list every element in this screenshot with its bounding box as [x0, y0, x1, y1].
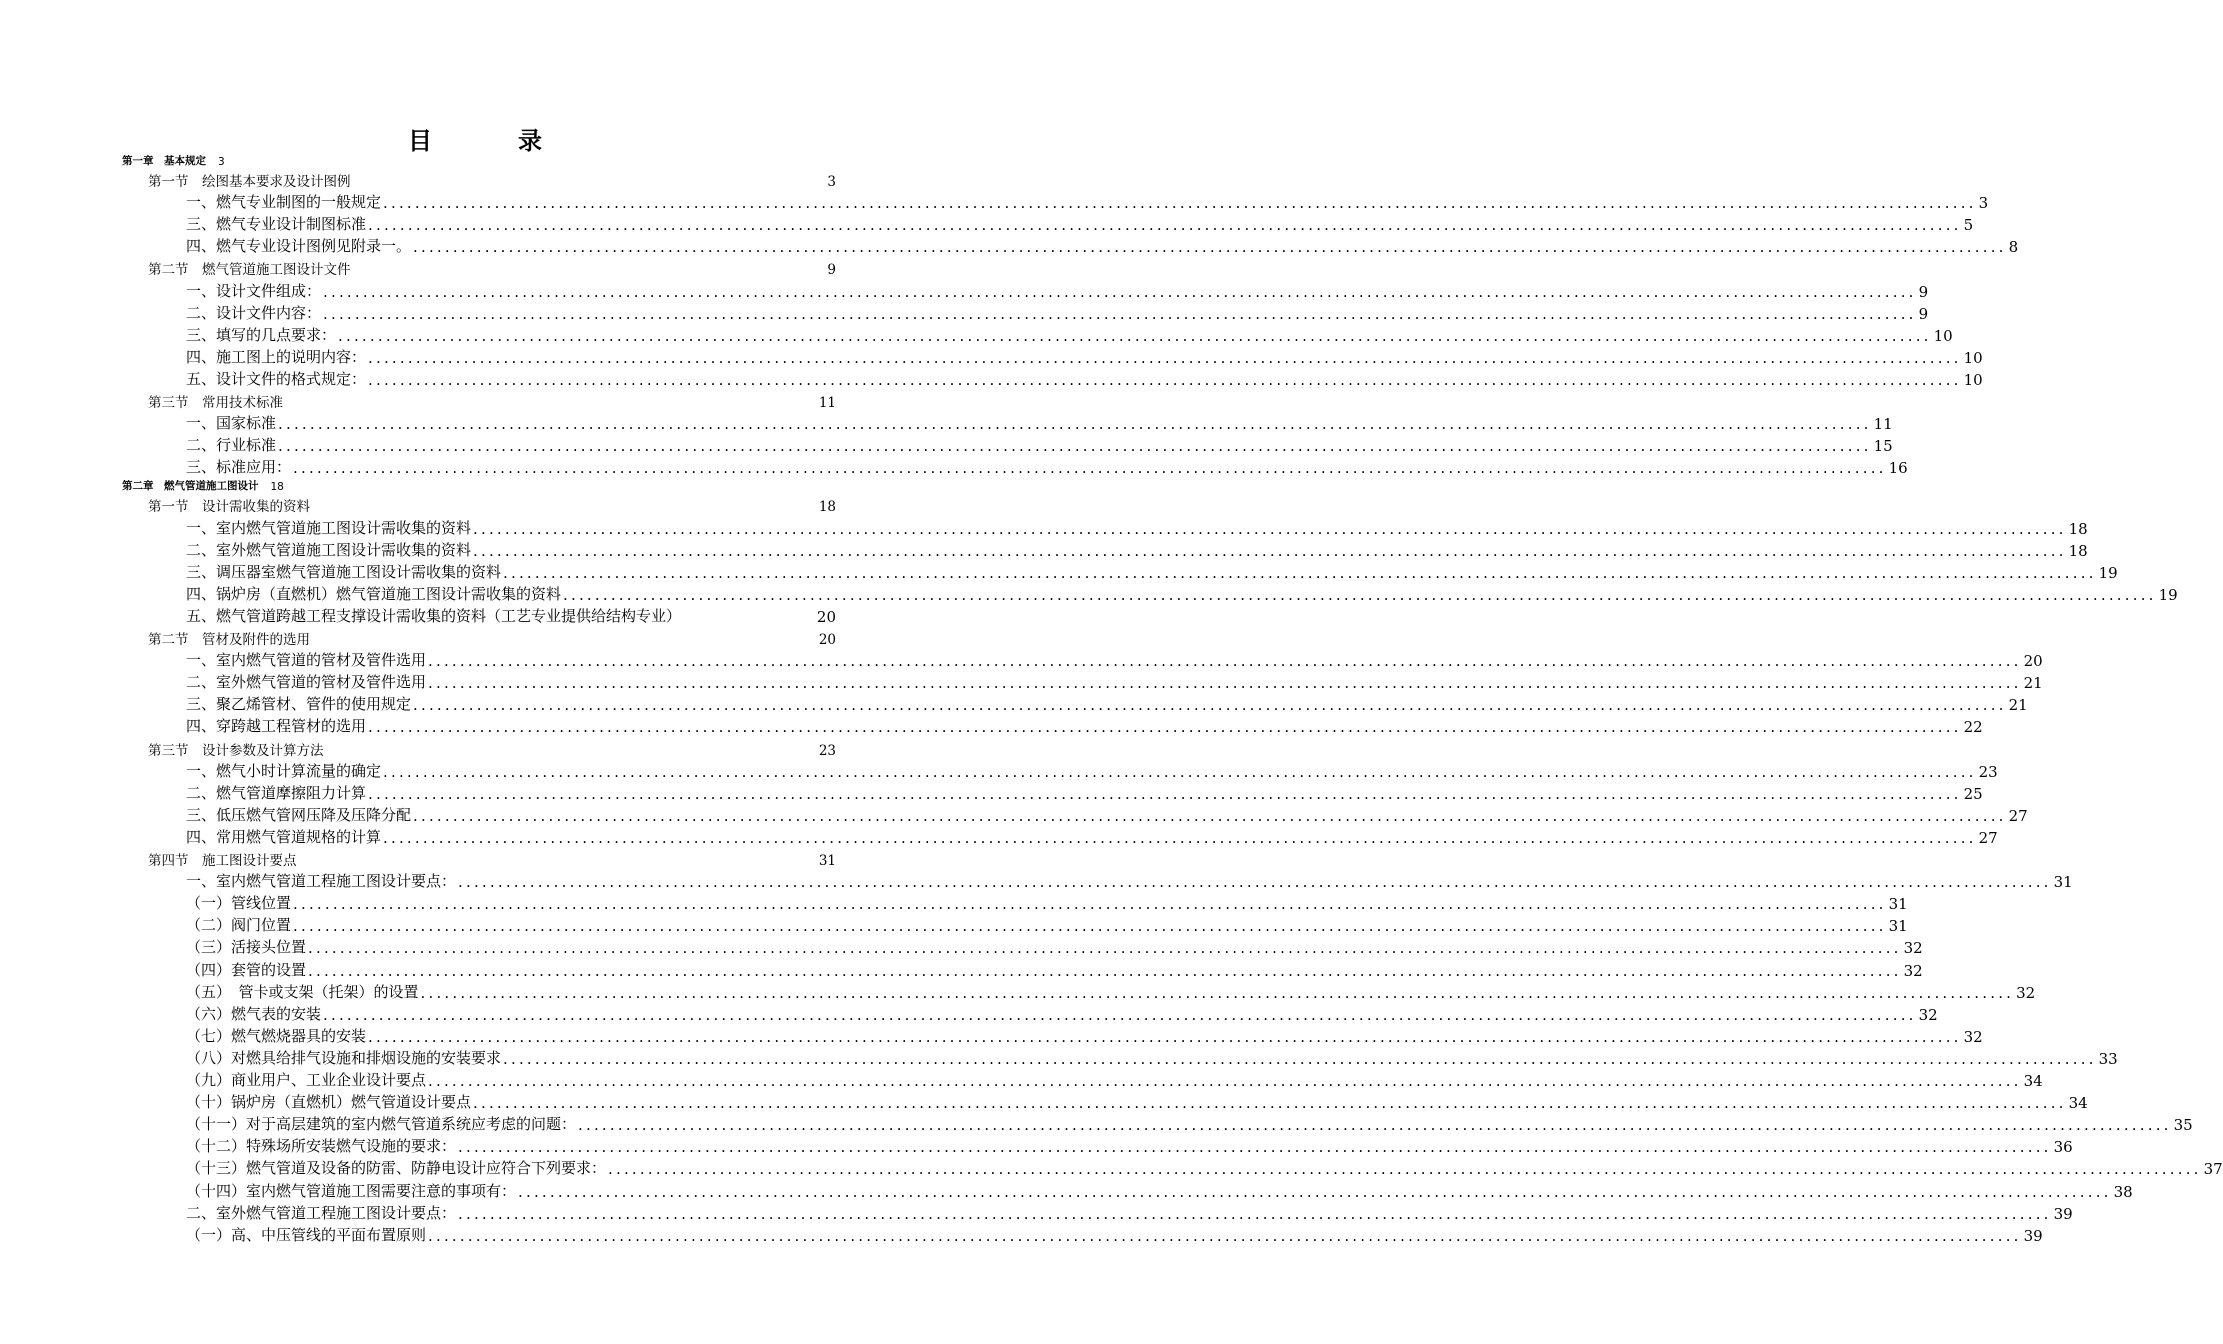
- toc-entry-label: （三）活接头位置: [186, 938, 307, 957]
- toc-entry[interactable]: [186, 1046, 2118, 1068]
- toc-entry-label: 一、室内燃气管道施工图设计需收集的资料: [186, 518, 472, 537]
- toc-section[interactable]: [148, 626, 836, 648]
- dot-leader: ........................................................................................................................................................................................................: [278, 415, 1872, 434]
- toc-entry[interactable]: [186, 980, 2036, 1002]
- toc-page-number: 31: [818, 853, 836, 870]
- toc-page-number: 31: [1888, 895, 1908, 914]
- dot-leader: ........................................................................................................................................................................................................: [413, 238, 2007, 257]
- toc-entry[interactable]: [186, 692, 2028, 715]
- toc-page-number: 18: [818, 499, 836, 516]
- toc-entry[interactable]: [186, 345, 1983, 367]
- toc-entry-label: 第三节 常用技术标准: [148, 395, 283, 412]
- toc-entry-label: （四）套管的设置: [186, 960, 307, 979]
- toc-entry[interactable]: [186, 582, 2178, 604]
- toc-entry[interactable]: [186, 1112, 2193, 1135]
- toc-page-number: 27: [2008, 806, 2028, 825]
- toc-page-number: 38: [2113, 1182, 2133, 1201]
- toc-entry[interactable]: [186, 455, 1908, 478]
- dot-leader: ........................................................................................................................................................................................................: [383, 828, 1977, 847]
- dot-leader: ........................................................................................................................................................................................................: [518, 1182, 2112, 1201]
- toc-page-number: 15: [1873, 437, 1893, 456]
- dot-leader: ........................................................................................................................................................................................................: [383, 762, 1977, 781]
- toc-entry-label: 四、燃气专业设计图例见附录一。: [186, 237, 412, 256]
- toc-page-number: 39: [2053, 1204, 2073, 1223]
- toc-page-number: 36: [2053, 1138, 2073, 1157]
- toc-page-number: 32: [1963, 1027, 1983, 1046]
- toc-entry-label: 三、标准应用：: [186, 458, 292, 477]
- toc-section[interactable]: [148, 256, 836, 278]
- toc-page-number: 21: [2023, 674, 2043, 693]
- toc-page-number: 34: [2068, 1094, 2088, 1113]
- toc-entry-label: 五、设计文件的格式规定：: [186, 369, 367, 388]
- toc-entry[interactable]: [186, 367, 1983, 389]
- toc-page-number: 33: [2098, 1049, 2118, 1068]
- toc-entry[interactable]: [186, 538, 2088, 560]
- dot-leader: ........................................................................................................................................................................................................: [383, 194, 1977, 213]
- toc-entry-label: 三、填写的几点要求：: [186, 325, 337, 344]
- dot-leader: ........................................................................................................................................................................................................: [293, 917, 1887, 936]
- dot-leader: ........................................................................................................................................................................................................: [368, 784, 1962, 803]
- toc-page-number: 5: [1963, 216, 1974, 235]
- toc-entry-label: 二、设计文件内容：: [186, 303, 322, 322]
- toc-entry-label: 三、燃气专业设计制图标准: [186, 215, 367, 234]
- toc-page-number: 32: [1903, 939, 1923, 958]
- toc-page-number: 37: [2203, 1160, 2223, 1179]
- toc-entry[interactable]: [186, 190, 1989, 213]
- dot-leader: ........................................................................................................................................................................................................: [473, 519, 2067, 538]
- toc-entry[interactable]: [186, 1024, 1983, 1046]
- dot-leader: ........................................................................................................................................................................................................: [428, 652, 2022, 671]
- toc-entry[interactable]: [186, 803, 2028, 825]
- toc-entry-label: 第四节 施工图设计要点: [148, 853, 297, 870]
- toc-entry-label: 一、室内燃气管道工程施工图设计要点：: [186, 872, 457, 891]
- toc-entry[interactable]: [186, 234, 2019, 257]
- dot-leader: ........................................................................................................................................................................................................: [308, 939, 1902, 958]
- dot-leader: ........................................................................................................................................................................................................: [428, 1072, 2022, 1091]
- title-char-1: 目: [408, 126, 432, 155]
- toc-entry-label: 一、国家标准: [186, 414, 277, 433]
- toc-section[interactable]: [148, 847, 836, 869]
- toc-page-number: 21: [2008, 696, 2028, 715]
- toc-entry-label: （七）燃气燃烧器具的安装: [186, 1026, 367, 1045]
- toc-entry-label: 第三节 设计参数及计算方法: [148, 742, 324, 759]
- dot-leader: ........................................................................................................................................................................................................: [428, 1226, 2022, 1245]
- toc-entry-label: 四、常用燃气管道规格的计算: [186, 827, 382, 846]
- toc-entry-label: 一、室内燃气管道的管材及管件选用: [186, 651, 427, 670]
- toc-page-number: 9: [1918, 304, 1929, 323]
- toc-entry-label: （八）对燃具给排气设施和排烟设施的安装要求: [186, 1048, 502, 1067]
- toc-entry-label: 一、燃气专业制图的一般规定: [186, 193, 382, 212]
- toc-entry-label: （十一）对于高层建筑的室内燃气管道系统应考虑的问题：: [186, 1115, 577, 1134]
- toc-entry[interactable]: [186, 323, 1953, 345]
- toc-page-number: 16: [1888, 459, 1908, 478]
- toc-entry-label: 一、燃气小时计算流量的确定: [186, 761, 382, 780]
- toc-page-number: 35: [2173, 1116, 2193, 1135]
- toc-entry[interactable]: [186, 958, 1923, 980]
- toc-entry-label: 三、聚乙烯管材、管件的使用规定: [186, 695, 412, 714]
- toc-entry[interactable]: [186, 1223, 2043, 1245]
- dot-leader: ........................................................................................................................................................................................................: [323, 304, 1917, 323]
- dot-leader: ........................................................................................................................................................................................................: [323, 282, 1917, 301]
- toc-page-number: 23: [818, 742, 836, 759]
- toc-page-number: 20: [2023, 652, 2043, 671]
- toc-page-number: 10: [1933, 326, 1953, 345]
- toc-entry-label: （一）管线位置: [186, 894, 292, 913]
- toc-page-number: 25: [1963, 784, 1983, 803]
- toc-page-number: 18: [2068, 519, 2088, 538]
- toc-entry-label: 三、调压器室燃气管道施工图设计需收集的资料: [186, 562, 502, 581]
- dot-leader: ........................................................................................................................................................................................................: [323, 1005, 1917, 1024]
- toc-entry-label: 二、燃气管道摩擦阻力计算: [186, 783, 367, 802]
- toc-entry[interactable]: [186, 1090, 2088, 1113]
- toc-entry[interactable]: [186, 1201, 2073, 1223]
- toc-page-number: 19: [2098, 563, 2118, 582]
- toc-page-number: 8: [2008, 238, 2019, 257]
- dot-leader: ........................................................................................................................................................................................................: [473, 1094, 2067, 1113]
- toc-entry-label: （十二）特殊场所安装燃气设施的要求：: [186, 1137, 457, 1156]
- toc-page-number: 31: [2053, 873, 2073, 892]
- dot-leader: ........................................................................................................................................................................................................: [368, 370, 1962, 389]
- dot-leader: ........................................................................................................................................................................................................: [368, 1027, 1962, 1046]
- toc-entry-label: 四、锅炉房（直燃机）燃气管道施工图设计需收集的资料: [186, 584, 562, 603]
- toc-page-number: 39: [2023, 1226, 2043, 1245]
- toc-entry-label: （十三）燃气管道及设备的防雷、防静电设计应符合下列要求：: [186, 1159, 607, 1178]
- toc-page-number: 19: [2158, 585, 2178, 604]
- toc-page-number: 18: [2068, 541, 2088, 560]
- dot-leader: ........................................................................................................................................................................................................: [338, 326, 1932, 345]
- toc-page-number: 34: [2023, 1072, 2043, 1091]
- dot-leader: ........................................................................................................................................................................................................: [503, 563, 2097, 582]
- toc-entry-label: 第二节 燃气管道施工图设计文件: [148, 262, 351, 279]
- toc-entry-label: （九）商业用户、工业企业设计要点: [186, 1071, 427, 1090]
- dot-leader: ........................................................................................................................................................................................................: [368, 348, 1962, 367]
- toc-entry[interactable]: [186, 1068, 2043, 1091]
- toc-entry-label: （二）阀门位置: [186, 916, 292, 935]
- toc-page-number: 27: [1978, 828, 1998, 847]
- toc-entry[interactable]: [186, 935, 1923, 958]
- dot-leader: ........................................................................................................................................................................................................: [293, 459, 1887, 478]
- toc-page-number: 22: [1963, 718, 1983, 737]
- toc-section[interactable]: [148, 389, 836, 411]
- toc-entry-label: 第二节 管材及附件的选用: [148, 632, 310, 649]
- dot-leader: ........................................................................................................................................................................................................: [458, 1138, 2052, 1157]
- toc-entry[interactable]: [186, 1002, 1938, 1024]
- toc-entry[interactable]: [186, 560, 2118, 582]
- toc-entry-label: 五、燃气管道跨越工程支撑设计需收集的资料（工艺专业提供给结构专业）: [186, 606, 682, 625]
- toc-entry-label: 第一章 基本规定: [122, 155, 206, 167]
- dot-leader: ........................................................................................................................................................................................................: [608, 1160, 2202, 1179]
- toc-entry-label: 二、行业标准: [186, 436, 277, 455]
- toc-page-number: 23: [1978, 762, 1998, 781]
- toc-entry[interactable]: [186, 279, 1929, 301]
- toc-entry[interactable]: [186, 1156, 2223, 1179]
- toc-entry[interactable]: [186, 869, 2073, 892]
- dot-leader: ........................................................................................................................................................................................................: [308, 961, 1902, 980]
- toc-entry[interactable]: [186, 648, 2043, 671]
- toc-entry-label: （十）锅炉房（直燃机）燃气管道设计要点: [186, 1093, 472, 1112]
- toc-page-number: 32: [1918, 1005, 1938, 1024]
- toc-entry[interactable]: [186, 212, 1974, 235]
- dot-leader: ........................................................................................................................................................................................................: [473, 541, 2067, 560]
- toc-entry-label: 第一节 绘图基本要求及设计图例: [148, 174, 351, 191]
- toc-entry-label: 第一节 设计需收集的资料: [148, 499, 310, 516]
- dot-leader: ........................................................................................................................................................................................................: [578, 1116, 2172, 1135]
- toc-entry[interactable]: [186, 781, 1983, 803]
- dot-leader: ........................................................................................................................................................................................................: [458, 1204, 2052, 1223]
- toc-chapter[interactable]: [122, 477, 950, 493]
- title-char-2: 录: [518, 126, 542, 155]
- toc-entry-label: 二、室外燃气管道工程施工图设计要点：: [186, 1203, 457, 1222]
- dot-leader: ........................................................................................................................................................................................................: [420, 983, 2015, 1002]
- toc-entry-label: 二、室外燃气管道的管材及管件选用: [186, 673, 427, 692]
- dot-leader: ........................................................................................................................................................................................................: [413, 696, 2007, 715]
- toc-entry[interactable]: [186, 1179, 2133, 1201]
- toc-page-number: 32: [2016, 983, 2036, 1002]
- dot-leader: ........................................................................................................................................................................................................: [413, 806, 2007, 825]
- toc-page-number: 20: [816, 607, 836, 626]
- toc-entry-label: 四、施工图上的说明内容：: [186, 347, 367, 366]
- toc-page-number: 10: [1963, 348, 1983, 367]
- toc-entry[interactable]: [186, 301, 1929, 323]
- toc-page-number: 18: [270, 481, 284, 494]
- toc-entry[interactable]: [186, 759, 1998, 781]
- toc-entry[interactable]: [186, 433, 1893, 456]
- toc-entry-label: 二、室外燃气管道施工图设计需收集的资料: [186, 540, 472, 559]
- toc-page-number: 3: [218, 156, 225, 168]
- toc-entry[interactable]: [186, 604, 836, 626]
- toc-page-number: 3: [827, 174, 836, 191]
- toc-section[interactable]: [148, 493, 836, 515]
- toc-page-number: 9: [827, 262, 836, 279]
- toc-entry[interactable]: [186, 825, 1998, 847]
- toc-page-number: 10: [1963, 370, 1983, 389]
- toc-entry-label: 四、穿跨越工程管材的选用: [186, 717, 367, 736]
- toc-section[interactable]: [148, 168, 836, 190]
- dot-leader: ........................................................................................................................................................................................................: [368, 216, 1962, 235]
- toc-page-number: 11: [818, 395, 836, 412]
- toc-entry-label: 一、设计文件组成：: [186, 281, 322, 300]
- toc-entry-label: （一）高、中压管线的平面布置原则: [186, 1225, 427, 1244]
- toc-section[interactable]: [148, 737, 836, 759]
- toc-entry[interactable]: [186, 411, 1893, 434]
- toc-page-number: 32: [1903, 961, 1923, 980]
- toc-page-number: 20: [818, 632, 836, 649]
- dot-leader: ........................................................................................................................................................................................................: [563, 585, 2157, 604]
- toc-entry-label: 第二章 燃气管道施工图设计: [122, 480, 259, 493]
- dot-leader: ........................................................................................................................................................................................................: [278, 437, 1872, 456]
- toc-entry[interactable]: [186, 891, 1908, 914]
- toc-entry[interactable]: [186, 714, 1983, 737]
- dot-leader: ........................................................................................................................................................................................................: [458, 873, 2052, 892]
- toc-entry[interactable]: [186, 913, 1908, 936]
- dot-leader: ........................................................................................................................................................................................................: [368, 718, 1962, 737]
- dot-leader: ........................................................................................................................................................................................................: [503, 1049, 2097, 1068]
- toc-entry-label: 三、低压燃气管网压降及压降分配: [186, 805, 412, 824]
- toc-page-number: 31: [1888, 917, 1908, 936]
- toc-entry-label: （十四）室内燃气管道施工图需要注意的事项有：: [186, 1181, 517, 1200]
- dot-leader: ........................................................................................................................................................................................................: [428, 674, 2022, 693]
- toc-page-number: 9: [1918, 282, 1929, 301]
- dot-leader: ........................................................................................................................................................................................................: [293, 895, 1887, 914]
- toc-entry[interactable]: [186, 516, 2088, 538]
- toc-page-number: 11: [1873, 415, 1893, 434]
- toc-entry-label: （五） 管卡或支架（托架）的设置: [186, 982, 419, 1001]
- toc-page-number: 3: [1978, 194, 1989, 213]
- toc-entry[interactable]: [186, 1134, 2073, 1157]
- toc-entry-label: （六）燃气表的安装: [186, 1004, 322, 1023]
- toc-chapter[interactable]: [122, 152, 950, 168]
- toc-entry[interactable]: [186, 670, 2043, 693]
